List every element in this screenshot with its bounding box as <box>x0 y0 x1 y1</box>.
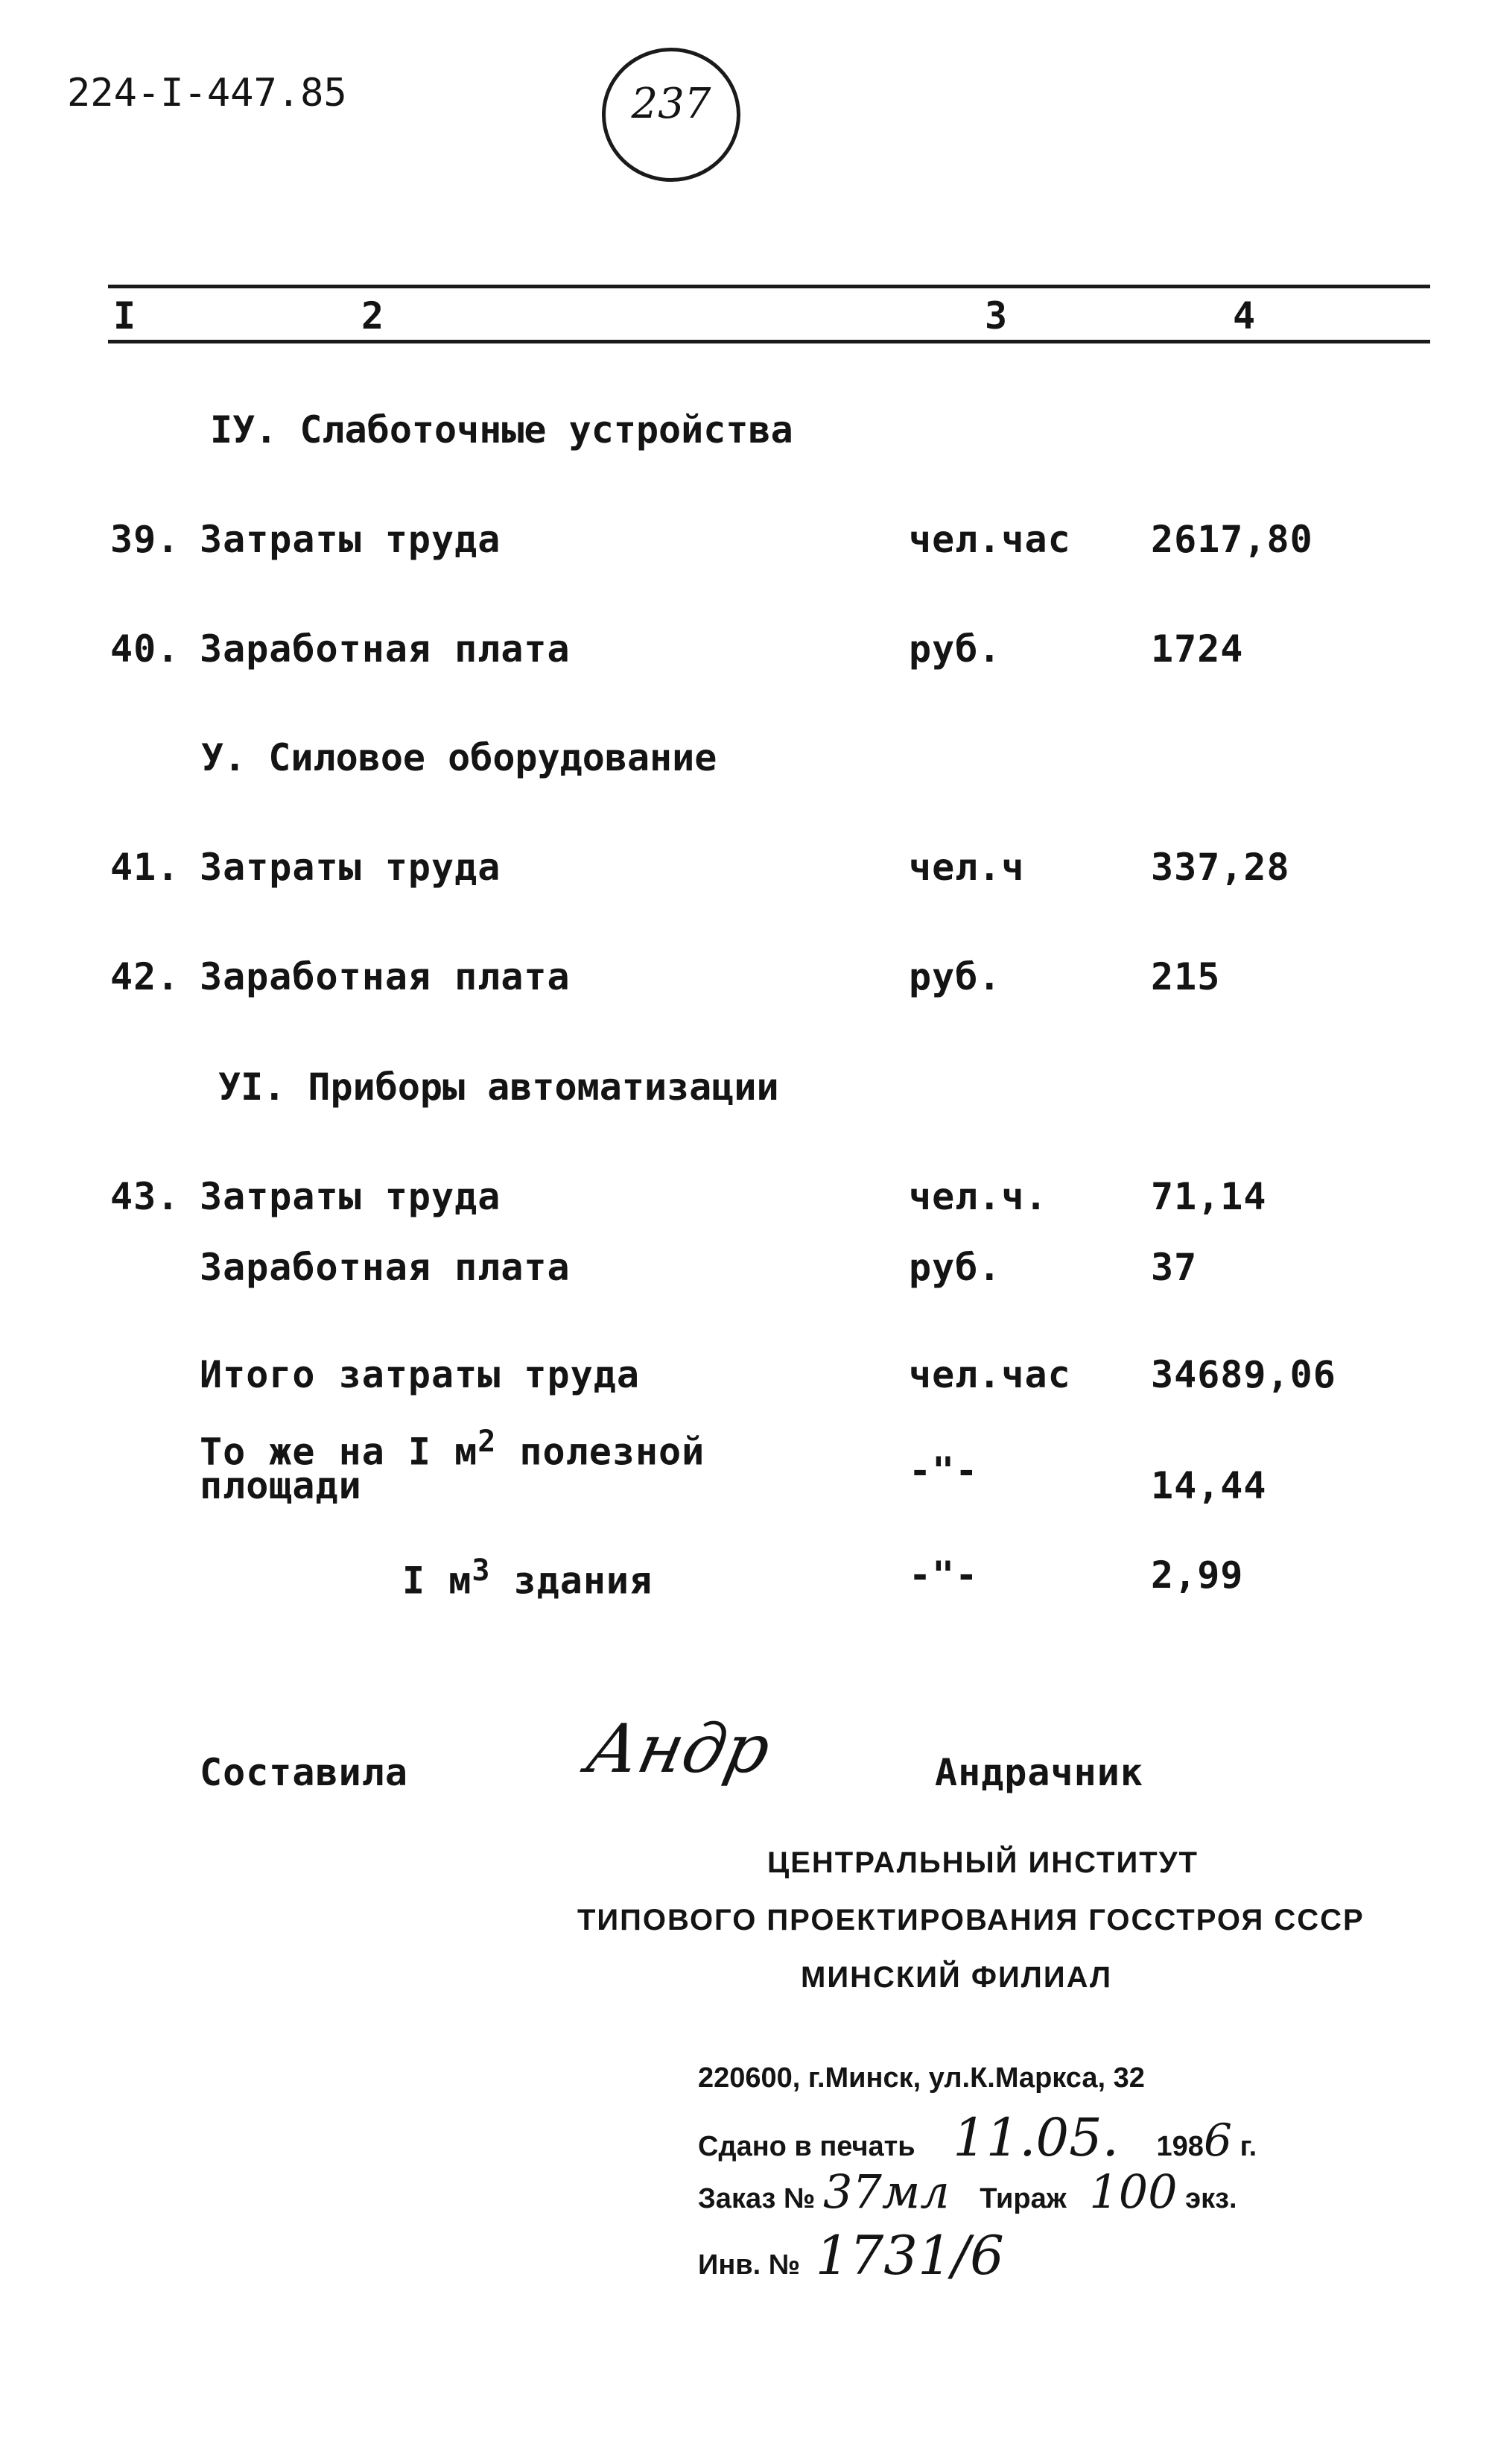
per-m2-label-rest: полезной <box>496 1430 705 1474</box>
compiled-by-label: Составила <box>200 1751 408 1794</box>
row-name: Заработная плата <box>200 627 571 671</box>
row-value: 337,28 <box>1151 846 1290 889</box>
row-value: 1724 <box>1151 627 1244 671</box>
per-m3-superscript: 3 <box>472 1554 491 1588</box>
section-title-low-current: IУ. Слаботочные устройства <box>210 408 793 452</box>
row-name: Затраты труда <box>200 846 501 889</box>
row-value: 37 <box>1151 1246 1198 1289</box>
print-label: Сдано в печать <box>698 2131 915 2162</box>
document-code: 224-I-447.85 <box>67 71 347 115</box>
per-m3-label-rest: здания <box>490 1559 653 1603</box>
row-name: Заработная плата <box>200 1246 571 1289</box>
per-m2-value: 14,44 <box>1151 1464 1267 1507</box>
row-value: 71,14 <box>1151 1175 1267 1218</box>
order-number: 37мл <box>822 2164 950 2219</box>
column-header-1: I <box>113 294 136 338</box>
row-unit: руб. <box>909 955 1002 998</box>
imprint-address: 220600, г.Минск, ул.К.Маркса, 32 <box>698 2062 1145 2094</box>
inventory-number: 1731/6 <box>815 2224 1004 2287</box>
compiler-name: Андрачник <box>935 1751 1143 1794</box>
per-m2-unit: -"- <box>909 1449 979 1492</box>
run-label: Тираж <box>980 2183 1067 2214</box>
row-unit: чел.ч. <box>909 1175 1048 1218</box>
table-header-rule <box>108 340 1430 343</box>
row-value: 2617,80 <box>1151 518 1313 561</box>
per-m2-superscript: 2 <box>477 1425 497 1459</box>
row-number: 39. <box>110 518 180 561</box>
row-name: Заработная плата <box>200 955 571 998</box>
institute-line-3: МИНСКИЙ ФИЛИАЛ <box>801 1961 1113 1994</box>
institute-line-1: ЦЕНТРАЛЬНЫЙ ИНСТИТУТ <box>767 1846 1199 1879</box>
row-number: 43. <box>110 1175 180 1218</box>
row-unit: руб. <box>909 1246 1002 1289</box>
run-suffix: экз. <box>1177 2183 1237 2214</box>
imprint-order-line <box>698 2164 1237 2219</box>
page-number-stamp <box>602 48 740 182</box>
institute-line-2: ТИПОВОГО ПРОЕКТИРОВАНИЯ ГОССТРОЯ СССР <box>577 1904 1365 1936</box>
total-labor-label: Итого затраты труда <box>200 1353 640 1396</box>
table-top-rule <box>108 285 1430 288</box>
section-title-power-equipment: У. Силовое оборудование <box>201 736 717 779</box>
row-name: Затраты труда <box>200 1175 501 1218</box>
column-header-3: 3 <box>985 294 1008 338</box>
imprint-print-line <box>698 2107 1257 2168</box>
order-label: Заказ № <box>698 2183 816 2214</box>
print-year-digit: 6 <box>1203 2115 1233 2167</box>
print-year-prefix: 198 <box>1156 2131 1204 2162</box>
row-unit: руб. <box>909 627 1002 671</box>
imprint-inventory-line <box>698 2224 1004 2287</box>
per-m3-value: 2,99 <box>1151 1554 1244 1597</box>
row-number: 42. <box>110 955 180 998</box>
page-number: 237 <box>631 80 711 128</box>
column-header-2: 2 <box>361 294 384 338</box>
per-m3-label <box>402 1554 653 1603</box>
print-year-suffix: г. <box>1232 2131 1257 2162</box>
row-unit: чел.ч <box>909 846 1025 889</box>
inventory-label: Инв. № <box>698 2249 801 2281</box>
row-value: 215 <box>1151 955 1221 998</box>
row-unit: чел.час <box>909 518 1071 561</box>
total-labor-value: 34689,06 <box>1151 1353 1336 1396</box>
per-m3-unit: -"- <box>909 1554 979 1597</box>
row-number: 41. <box>110 846 180 889</box>
row-number: 40. <box>110 627 180 671</box>
per-m3-label-text: I м <box>402 1559 472 1603</box>
run-value: 100 <box>1089 2164 1178 2219</box>
handwritten-signature: Андр <box>580 1710 778 1788</box>
section-title-automation-devices: УI. Приборы автоматизации <box>218 1065 779 1109</box>
print-date: 11.05. <box>953 2107 1119 2168</box>
per-m2-label-line2: площади <box>200 1464 362 1507</box>
row-name: Затраты труда <box>200 518 501 561</box>
per-m2-label-text: То же на I м <box>200 1430 478 1474</box>
column-header-4: 4 <box>1233 294 1256 338</box>
total-labor-unit: чел.час <box>909 1353 1071 1396</box>
